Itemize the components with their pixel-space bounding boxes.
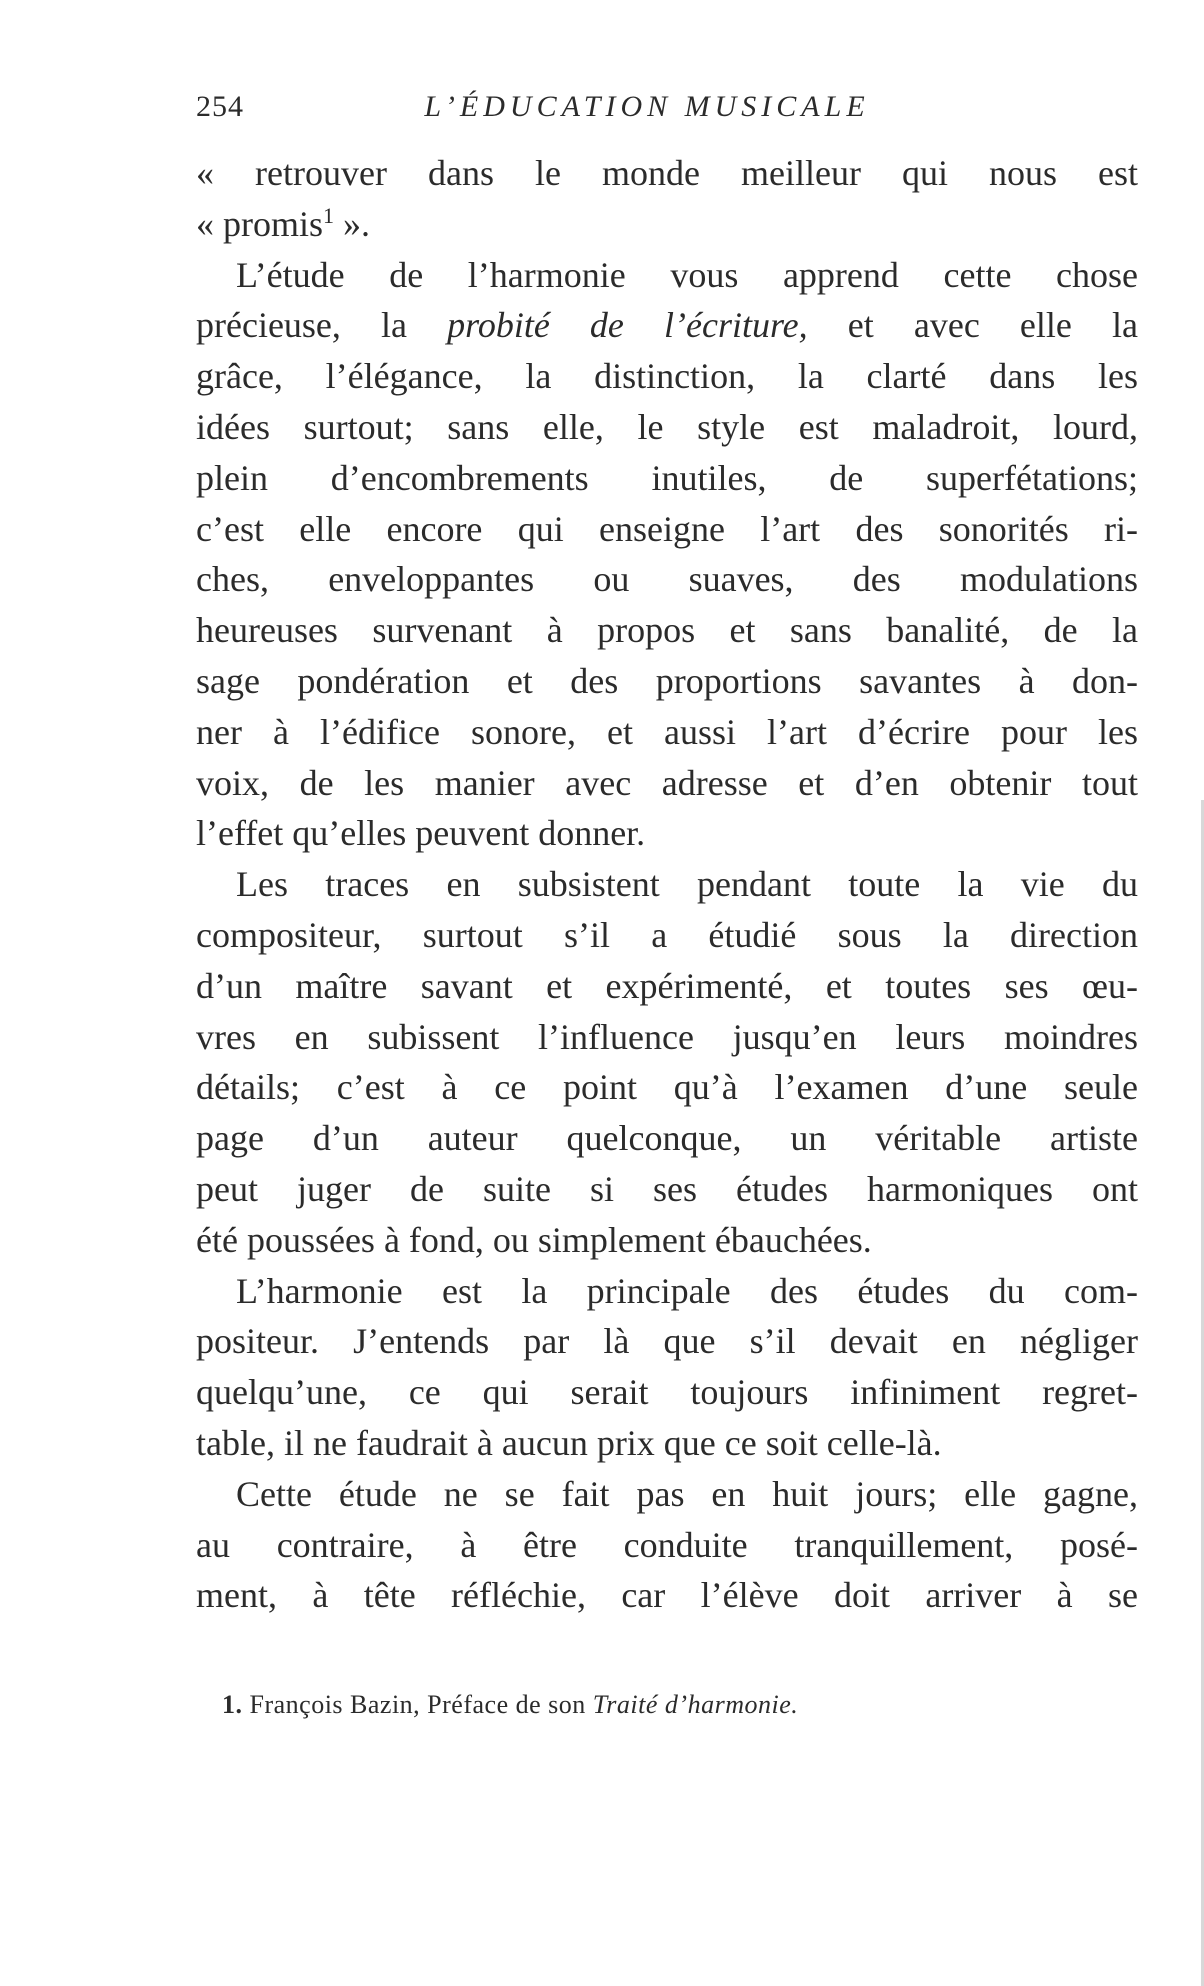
text-line: page d’un auteur quelconque, un véritable artiste [196, 1118, 1138, 1159]
text-line: quelqu’une, ce qui serait toujours infiniment regret- [196, 1372, 1138, 1413]
text-line: vres en subissent l’influence jusqu’en leurs moindres [196, 1016, 1138, 1057]
text-line: ner à l’édifice sonore, et aussi l’art d’écrire pour les [196, 711, 1138, 752]
text-line [196, 199, 1138, 250]
text-run: « promis [196, 203, 324, 244]
text-line: heureuses survenant à propos et sans banalité, de la [196, 610, 1138, 651]
text-line: c’est elle encore qui enseigne l’art des sonorités ri- [196, 508, 1138, 549]
footnote-text: François Bazin, Préface de son [242, 1690, 593, 1719]
footnote-number: 1. [222, 1690, 243, 1719]
text-run: ». [334, 203, 371, 244]
text-line: Cette étude ne se fait pas en huit jours; elle gagne, [236, 1473, 1138, 1514]
text-line: détails; c’est à ce point qu’à l’examen d’une seule [196, 1067, 1138, 1108]
text-line [196, 300, 1138, 351]
page-number: 254 [196, 90, 244, 123]
text-line: compositeur, surtout s’il a étudié sous la direction [196, 914, 1138, 955]
body-text [196, 148, 1138, 1621]
text-line: plein d’encombrements inutiles, de superfétations; [196, 457, 1138, 498]
text-line: été poussées à fond, ou simplement ébauchées. [196, 1219, 872, 1260]
footnote [222, 1690, 1122, 1720]
text-line: voix, de les manier avec adresse et d’en obtenir tout [196, 762, 1138, 803]
paragraph-5 [196, 1469, 1138, 1621]
paragraph-1 [196, 148, 1138, 250]
text-line: d’un maître savant et expérimenté, et toutes ses œu- [196, 965, 1138, 1006]
text-line: au contraire, à être conduite tranquillement, posé- [196, 1524, 1138, 1565]
text-line: L’harmonie est la principale des études du com- [236, 1270, 1138, 1311]
footnote-work-title: Traité d’harmonie. [592, 1690, 799, 1719]
text-line: idées surtout; sans elle, le style est maladroit, lourd, [196, 406, 1138, 447]
page-header [196, 90, 1138, 134]
text-line: ment, à tête réfléchie, car l’élève doit arriver à se [196, 1575, 1138, 1616]
text-run: précieuse, la [196, 305, 448, 346]
paragraph-4 [196, 1266, 1138, 1469]
text-line: L’étude de l’harmonie vous apprend cette chose [236, 254, 1138, 295]
running-title: L’ÉDUCATION MUSICALE [424, 90, 870, 123]
text-line: table, il ne faudrait à aucun prix que ce soit celle-là. [196, 1422, 942, 1463]
text-line: positeur. J’entends par là que s’il devait en négliger [196, 1321, 1138, 1362]
text-line: « retrouver dans le monde meilleur qui nous est [196, 153, 1138, 193]
emphasis-text: probité de l’écriture, [447, 305, 808, 346]
text-line: grâce, l’élégance, la distinction, la clarté dans les [196, 356, 1138, 397]
text-line: sage pondération et des proportions savantes à don- [196, 660, 1138, 701]
paragraph-2 [196, 250, 1138, 860]
text-run: et avec elle la [807, 305, 1138, 346]
footnote-ref[interactable]: 1 [323, 202, 335, 228]
text-line: ches, enveloppantes ou suaves, des modulations [196, 559, 1138, 600]
text-line: l’effet qu’elles peuvent donner. [196, 813, 646, 854]
text-line: Les traces en subsistent pendant toute la vie du [236, 864, 1138, 905]
paragraph-3 [196, 859, 1138, 1265]
text-line: peut juger de suite si ses études harmoniques ont [196, 1168, 1138, 1209]
